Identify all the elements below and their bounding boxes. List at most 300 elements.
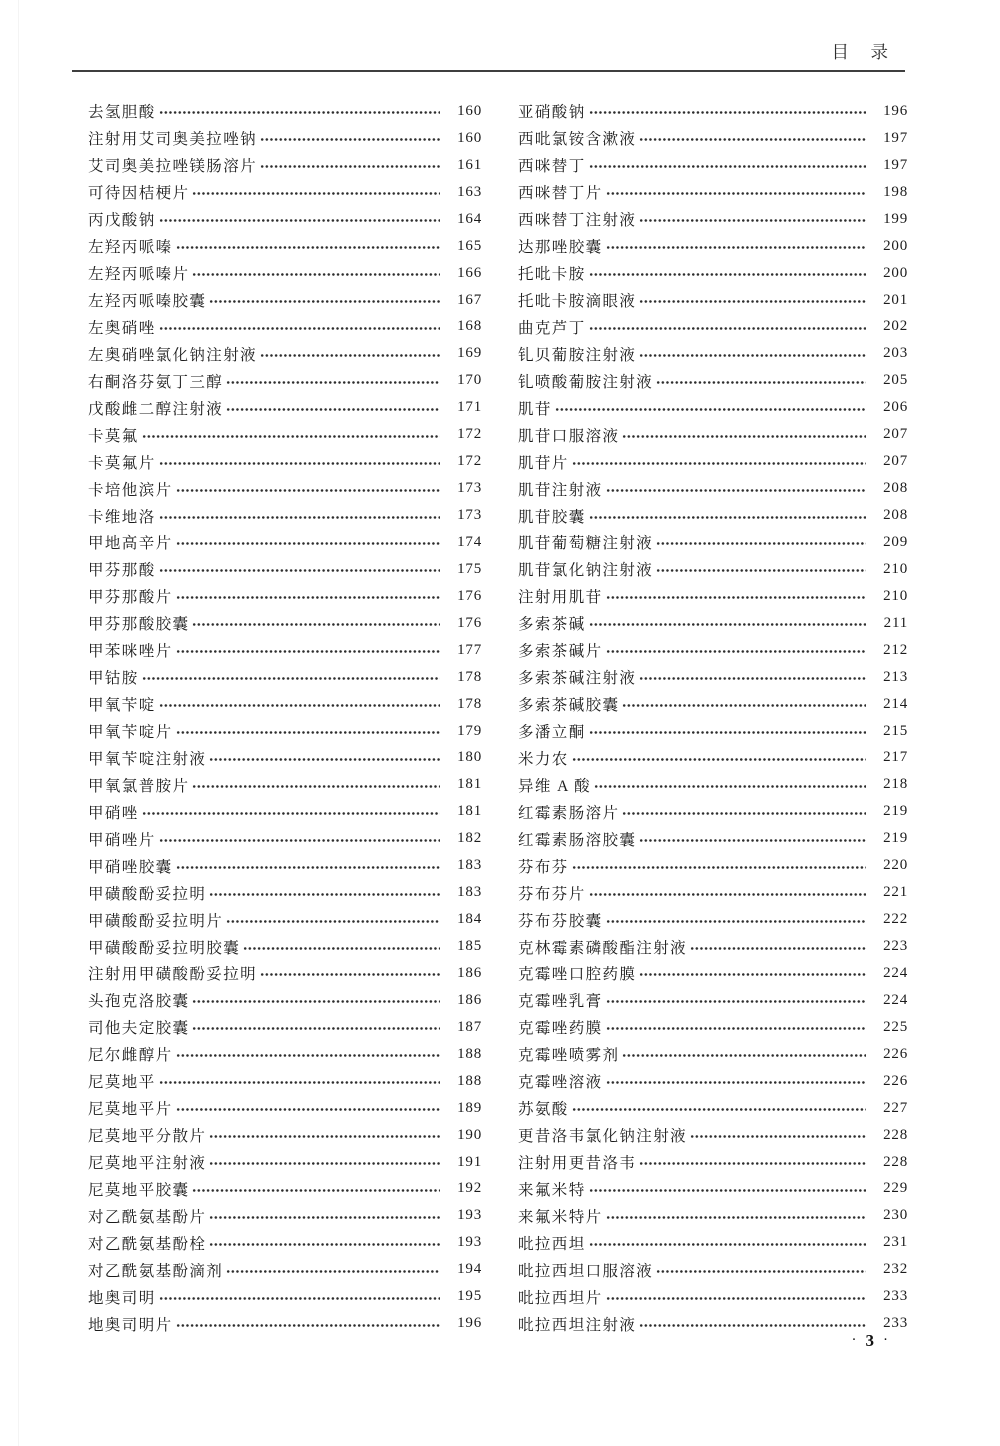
- toc-entry-title: 甲氧苄啶: [88, 697, 156, 715]
- toc-entry: [88, 556, 482, 583]
- toc-entry-page: 189: [457, 1099, 482, 1116]
- dot-leader: [639, 298, 866, 305]
- toc-entry-title: 艾司奥美拉唑镁肠溶片: [88, 158, 258, 176]
- toc-entry-title: 克霉唑喷雾剂: [518, 1047, 620, 1065]
- toc-entry: [88, 1176, 482, 1203]
- toc-entry: [88, 98, 482, 125]
- dot-leader: [159, 1295, 440, 1302]
- toc-entry-page: 174: [457, 533, 482, 550]
- toc-entry-page: 180: [457, 749, 482, 766]
- toc-entry: [518, 152, 908, 179]
- toc-entry: [518, 233, 908, 260]
- toc-entry: [518, 798, 908, 825]
- toc-entry-page: 197: [883, 129, 908, 146]
- toc-entry-title: 芬布芬片: [518, 885, 586, 903]
- toc-entry-title: 甲芬那酸胶囊: [88, 616, 190, 634]
- toc-entry-page: 181: [457, 776, 482, 793]
- toc-entry: [88, 475, 482, 502]
- dot-leader: [606, 998, 866, 1005]
- toc-entry-title: 多索茶碱注射液: [518, 670, 637, 688]
- dot-leader: [606, 1025, 866, 1032]
- toc-entry-page: 173: [457, 507, 482, 524]
- toc-entry-page: 194: [457, 1261, 482, 1278]
- toc-entry: [518, 852, 908, 879]
- dot-leader: [176, 540, 440, 547]
- toc-entry-title: 达那唑胶囊: [518, 239, 603, 257]
- dot-leader: [639, 352, 866, 359]
- toc-entry: [518, 475, 908, 502]
- dot-leader: [209, 1214, 440, 1221]
- toc-entry: [88, 771, 482, 798]
- dot-leader: [226, 379, 440, 386]
- toc-entry-page: 198: [883, 183, 908, 200]
- toc-entry: [88, 637, 482, 664]
- toc-entry: [518, 583, 908, 610]
- dot-leader: [656, 1268, 866, 1275]
- toc-entry: [518, 260, 908, 287]
- dot-leader: [159, 702, 440, 709]
- toc-entry-page: 208: [883, 507, 908, 524]
- dot-leader: [226, 1268, 440, 1275]
- dot-leader: [622, 810, 866, 817]
- toc-entry-page: 190: [457, 1126, 482, 1143]
- dot-leader: [260, 971, 440, 978]
- dot-leader: [243, 945, 440, 952]
- dot-leader: [606, 244, 866, 251]
- toc-entry-page: 224: [883, 964, 908, 981]
- toc-entry: [88, 260, 482, 287]
- toc-entry-page: 177: [457, 641, 482, 658]
- toc-entry-title: 注射用甲磺酸酚妥拉明: [88, 966, 258, 984]
- toc-entry: [518, 933, 908, 960]
- toc-entry: [518, 421, 908, 448]
- toc-entry-page: 222: [883, 911, 908, 928]
- toc-entry-title: 卡莫氟片: [88, 454, 156, 472]
- toc-entry: [518, 98, 908, 125]
- toc-entry-title: 左奥硝唑氯化钠注射液: [88, 346, 258, 364]
- toc-entry-title: 甲芬那酸: [88, 562, 156, 580]
- toc-entry-page: 196: [883, 102, 908, 119]
- dot-leader: [260, 163, 440, 170]
- dot-leader: [606, 1079, 866, 1086]
- toc-entry-title: 克霉唑溶液: [518, 1074, 603, 1092]
- toc-entry: [88, 852, 482, 879]
- toc-entry: [88, 718, 482, 745]
- dot-leader: [572, 1106, 866, 1113]
- toc-entry: [88, 745, 482, 772]
- toc-entry-title: 卡莫氟: [88, 427, 139, 445]
- toc-entry-page: 226: [883, 1072, 908, 1089]
- toc-entry: [518, 1310, 908, 1337]
- dot-leader: [260, 352, 440, 359]
- toc-entry-title: 异维 A 酸: [518, 777, 591, 795]
- toc-entry-page: 197: [883, 156, 908, 173]
- toc-entry-page: 167: [457, 291, 482, 308]
- dot-leader: [589, 514, 866, 521]
- dot-leader: [606, 1295, 866, 1302]
- toc-entry-page: 209: [883, 533, 908, 550]
- dot-leader: [159, 1079, 440, 1086]
- dot-leader: [260, 136, 440, 143]
- toc-entry-page: 205: [883, 372, 908, 389]
- toc-entry-title: 多索茶碱: [518, 616, 586, 634]
- toc-entry: [88, 987, 482, 1014]
- dot-leader: [606, 190, 866, 197]
- toc-entry: [88, 233, 482, 260]
- toc-entry: [518, 771, 908, 798]
- toc-entry-page: 215: [883, 722, 908, 739]
- dot-leader: [656, 379, 866, 386]
- toc-entry-title: 克林霉素磷酸酯注射液: [518, 939, 688, 957]
- toc-entry-title: 多索茶碱片: [518, 643, 603, 661]
- toc-entry: [88, 367, 482, 394]
- toc-entry: [518, 394, 908, 421]
- dot-leader: [589, 621, 866, 628]
- toc-entry-page: 220: [883, 857, 908, 874]
- toc-entry-title: 肌苷口服溶液: [518, 427, 620, 445]
- toc-entry-title: 甲磺酸酚妥拉明片: [88, 912, 224, 930]
- toc-entry: [518, 1095, 908, 1122]
- toc-entry-page: 224: [883, 991, 908, 1008]
- toc-entry-page: 229: [883, 1180, 908, 1197]
- dot-leader: [594, 783, 866, 790]
- dot-leader: [192, 1187, 440, 1194]
- toc-entry-title: 左羟丙哌嗪胶囊: [88, 293, 207, 311]
- toc-entry-page: 170: [457, 372, 482, 389]
- toc-entry: [518, 960, 908, 987]
- toc-entry: [518, 637, 908, 664]
- toc-entry-page: 175: [457, 560, 482, 577]
- toc-entry: [88, 529, 482, 556]
- toc-entry: [518, 125, 908, 152]
- toc-entry-page: 203: [883, 345, 908, 362]
- toc-entry-title: 去氢胆酸: [88, 104, 156, 122]
- toc-entry: [88, 340, 482, 367]
- toc-entry-page: 178: [457, 668, 482, 685]
- toc-entry: [518, 529, 908, 556]
- toc-entry-page: 230: [883, 1207, 908, 1224]
- toc-entry: [88, 798, 482, 825]
- toc-entry: [518, 314, 908, 341]
- toc-entry-title: 亚硝酸钠: [518, 104, 586, 122]
- toc-entry-title: 来氟米特: [518, 1181, 586, 1199]
- toc-entry-page: 191: [457, 1153, 482, 1170]
- toc-entry: [518, 287, 908, 314]
- toc-entry-title: 西咪替丁: [518, 158, 586, 176]
- page-number-value: 3: [865, 1331, 874, 1350]
- toc-entry: [88, 960, 482, 987]
- dot-leader: [639, 1160, 866, 1167]
- toc-entry-page: 207: [883, 426, 908, 443]
- dot-leader: [176, 1106, 440, 1113]
- toc-entry: [88, 179, 482, 206]
- toc-entry: [518, 825, 908, 852]
- toc-entry: [88, 1202, 482, 1229]
- toc-entry-page: 165: [457, 237, 482, 254]
- dot-leader: [192, 271, 440, 278]
- toc-entry-title: 注射用更昔洛韦: [518, 1155, 637, 1173]
- dot-leader: [209, 1160, 440, 1167]
- dot-leader: [176, 1322, 440, 1329]
- toc-entry: [518, 556, 908, 583]
- toc-entry-page: 233: [883, 1288, 908, 1305]
- toc-entry: [88, 933, 482, 960]
- toc-entry-page: 200: [883, 237, 908, 254]
- toc-entry: [88, 394, 482, 421]
- toc-entry-title: 甲地高辛片: [88, 535, 173, 553]
- toc-entry: [88, 1310, 482, 1337]
- toc-entry-page: 176: [457, 587, 482, 604]
- dot-leader: [589, 271, 866, 278]
- toc-entry-page: 188: [457, 1072, 482, 1089]
- toc-entry-page: 233: [883, 1315, 908, 1332]
- dot-leader: [622, 1052, 866, 1059]
- toc-entry-page: 182: [457, 830, 482, 847]
- toc-entry-title: 吡拉西坦: [518, 1235, 586, 1253]
- dot-leader: [159, 217, 440, 224]
- dot-leader: [176, 244, 440, 251]
- dot-leader: [176, 864, 440, 871]
- toc-entry-title: 吡拉西坦片: [518, 1289, 603, 1307]
- toc-entry-title: 左奥硝唑: [88, 319, 156, 337]
- toc-entry-page: 208: [883, 480, 908, 497]
- toc-entry-title: 托吡卡胺滴眼液: [518, 293, 637, 311]
- dot-leader: [159, 325, 440, 332]
- toc-entry-title: 甲磺酸酚妥拉明胶囊: [88, 939, 241, 957]
- toc-entry-page: 173: [457, 480, 482, 497]
- toc-entry-page: 201: [883, 291, 908, 308]
- page-number-dot-right: ·: [883, 1332, 888, 1348]
- toc-entry: [88, 1041, 482, 1068]
- toc-entry-page: 228: [883, 1126, 908, 1143]
- dot-leader: [639, 675, 866, 682]
- page-title: 目 录: [831, 42, 890, 62]
- toc-entry: [88, 1095, 482, 1122]
- toc-column-left: [88, 98, 482, 1337]
- toc-entry-page: 193: [457, 1234, 482, 1251]
- toc-entry-title: 尼莫地平注射液: [88, 1155, 207, 1173]
- toc-entry-title: 苏氨酸: [518, 1101, 569, 1119]
- toc-entry: [518, 340, 908, 367]
- toc-entry-page: 168: [457, 318, 482, 335]
- toc-entry-page: 179: [457, 722, 482, 739]
- toc-entry-title: 更昔洛韦氯化钠注射液: [518, 1128, 688, 1146]
- toc-entry-page: 211: [883, 614, 908, 631]
- toc-entry: [518, 906, 908, 933]
- dot-leader: [589, 325, 866, 332]
- dot-leader: [142, 433, 440, 440]
- toc-entry-page: 226: [883, 1045, 908, 1062]
- dot-leader: [639, 837, 866, 844]
- toc-entry: [88, 1014, 482, 1041]
- dot-leader: [572, 864, 866, 871]
- toc-entry: [518, 745, 908, 772]
- dot-leader: [589, 163, 866, 170]
- toc-entry: [518, 1176, 908, 1203]
- dot-leader: [176, 648, 440, 655]
- dot-leader: [209, 1241, 440, 1248]
- dot-leader: [639, 136, 866, 143]
- toc-entry-title: 芬布芬: [518, 858, 569, 876]
- toc-entry-page: 183: [457, 884, 482, 901]
- toc-entry-page: 219: [883, 830, 908, 847]
- toc-entry: [518, 610, 908, 637]
- dot-leader: [606, 918, 866, 925]
- toc-entry-page: 160: [457, 102, 482, 119]
- toc-entry-title: 地奥司明: [88, 1289, 156, 1307]
- dot-leader: [159, 109, 440, 116]
- toc-entry-title: 米力农: [518, 750, 569, 768]
- toc-entry-page: 176: [457, 614, 482, 631]
- dot-leader: [690, 945, 866, 952]
- dot-leader: [159, 567, 440, 574]
- toc-entry-title: 西咪替丁注射液: [518, 212, 637, 230]
- toc-entry-page: 186: [457, 991, 482, 1008]
- toc-entry-title: 肌苷胶囊: [518, 508, 586, 526]
- dot-leader: [209, 1133, 440, 1140]
- toc-entry-title: 甲磺酸酚妥拉明: [88, 885, 207, 903]
- dot-leader: [690, 1133, 866, 1140]
- toc-entry-page: 193: [457, 1207, 482, 1224]
- toc-entry-page: 214: [883, 695, 908, 712]
- toc-entry: [88, 1149, 482, 1176]
- dot-leader: [606, 1214, 866, 1221]
- toc-entry-title: 尼莫地平: [88, 1074, 156, 1092]
- toc-entry-page: 166: [457, 264, 482, 281]
- toc-entry-page: 188: [457, 1045, 482, 1062]
- dot-leader: [572, 460, 866, 467]
- toc-entry-page: 172: [457, 453, 482, 470]
- toc-entry: [88, 1068, 482, 1095]
- page-number: [852, 1332, 889, 1349]
- toc-entry-title: 尼莫地平胶囊: [88, 1181, 190, 1199]
- toc-entry: [518, 664, 908, 691]
- toc-entry-page: 228: [883, 1153, 908, 1170]
- toc-entry-page: 160: [457, 129, 482, 146]
- toc-entry: [518, 1122, 908, 1149]
- toc-entry-page: 169: [457, 345, 482, 362]
- toc-entry-title: 卡维地洛: [88, 508, 156, 526]
- toc-entry-page: 161: [457, 156, 482, 173]
- toc-entry-page: 172: [457, 426, 482, 443]
- toc-entry-title: 西吡氯铵含漱液: [518, 131, 637, 149]
- toc-entry-page: 181: [457, 803, 482, 820]
- toc-entry-page: 225: [883, 1018, 908, 1035]
- toc-entry-title: 对乙酰氨基酚栓: [88, 1235, 207, 1253]
- toc-entry: [88, 314, 482, 341]
- toc-entry-title: 肌苷氯化钠注射液: [518, 562, 654, 580]
- toc-entry-page: 196: [457, 1315, 482, 1332]
- toc-entry-page: 187: [457, 1018, 482, 1035]
- toc-entry-title: 右酮洛芬氨丁三醇: [88, 373, 224, 391]
- toc-entry-title: 钆贝葡胺注射液: [518, 346, 637, 364]
- toc-column-right: [518, 98, 908, 1337]
- toc-entry: [88, 152, 482, 179]
- toc-entry: [518, 179, 908, 206]
- toc-entry-title: 头孢克洛胶囊: [88, 993, 190, 1011]
- toc-entry: [88, 691, 482, 718]
- dot-leader: [589, 109, 866, 116]
- toc-entry-page: 217: [883, 749, 908, 766]
- toc-entry-title: 卡培他滨片: [88, 481, 173, 499]
- toc-entry-page: 231: [883, 1234, 908, 1251]
- toc-entry-title: 尼尔雌醇片: [88, 1047, 173, 1065]
- toc-entry: [88, 1283, 482, 1310]
- toc-entry: [518, 691, 908, 718]
- toc-entry: [518, 879, 908, 906]
- toc-entry: [518, 1283, 908, 1310]
- toc-entry-page: 232: [883, 1261, 908, 1278]
- dot-leader: [176, 594, 440, 601]
- toc-entry: [88, 421, 482, 448]
- dot-leader: [192, 998, 440, 1005]
- toc-entry-page: 195: [457, 1288, 482, 1305]
- toc-entry-title: 尼莫地平片: [88, 1101, 173, 1119]
- toc-entry: [518, 1041, 908, 1068]
- toc-entry-page: 178: [457, 695, 482, 712]
- toc-entry-page: 213: [883, 668, 908, 685]
- toc-entry-title: 芬布芬胶囊: [518, 912, 603, 930]
- dot-leader: [622, 702, 866, 709]
- dot-leader: [192, 783, 440, 790]
- toc-entry: [518, 448, 908, 475]
- dot-leader: [142, 810, 440, 817]
- toc-entry-page: 200: [883, 264, 908, 281]
- dot-leader: [606, 648, 866, 655]
- dot-leader: [589, 729, 866, 736]
- toc-entry: [518, 987, 908, 1014]
- dot-leader: [589, 1187, 866, 1194]
- toc-entry-title: 肌苷: [518, 400, 552, 418]
- toc-entry-title: 甲钴胺: [88, 670, 139, 688]
- toc-entry-title: 曲克芦丁: [518, 319, 586, 337]
- toc-entry-title: 克霉唑药膜: [518, 1020, 603, 1038]
- toc-entry: [518, 367, 908, 394]
- toc-entry-title: 可待因桔梗片: [88, 185, 190, 203]
- toc-entry-title: 丙戊酸钠: [88, 212, 156, 230]
- toc-entry-title: 甲氧苄啶注射液: [88, 750, 207, 768]
- toc-entry: [88, 125, 482, 152]
- toc-entry-page: 221: [883, 884, 908, 901]
- toc-entry-page: 210: [883, 560, 908, 577]
- dot-leader: [159, 514, 440, 521]
- toc-entry-page: 219: [883, 803, 908, 820]
- toc-entry: [88, 906, 482, 933]
- toc-entry-title: 吡拉西坦注射液: [518, 1316, 637, 1334]
- toc-entry-page: 183: [457, 857, 482, 874]
- toc-entry: [518, 206, 908, 233]
- dot-leader: [192, 190, 440, 197]
- toc-entry-title: 注射用艾司奥美拉唑钠: [88, 131, 258, 149]
- dot-leader: [159, 460, 440, 467]
- toc-entry-page: 163: [457, 183, 482, 200]
- toc-entry-title: 甲芬那酸片: [88, 589, 173, 607]
- toc-entry-title: 甲氧氯普胺片: [88, 777, 190, 795]
- toc-entry: [518, 718, 908, 745]
- toc-entry-title: 红霉素肠溶片: [518, 804, 620, 822]
- toc-entry-page: 171: [457, 399, 482, 416]
- dot-leader: [639, 1322, 866, 1329]
- toc-entry-title: 地奥司明片: [88, 1316, 173, 1334]
- toc-entry: [88, 1256, 482, 1283]
- dot-leader: [192, 621, 440, 628]
- toc-entry-title: 吡拉西坦口服溶液: [518, 1262, 654, 1280]
- toc-entry-page: 227: [883, 1099, 908, 1116]
- toc-entry: [88, 287, 482, 314]
- toc-entry: [518, 1202, 908, 1229]
- dot-leader: [656, 540, 866, 547]
- dot-leader: [192, 1025, 440, 1032]
